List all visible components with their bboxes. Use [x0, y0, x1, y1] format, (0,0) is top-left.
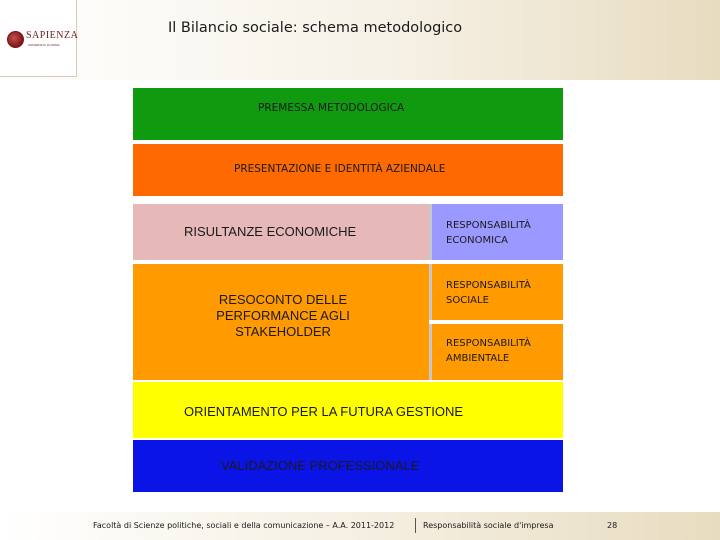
validazione-block: [133, 440, 563, 492]
footer-separator: [415, 518, 416, 533]
presentazione-label: PRESENTAZIONE E IDENTITÀ AZIENDALE: [234, 163, 446, 175]
risultanze-block: [133, 204, 429, 260]
resp-sociale-line1: RESPONSABILITÀ: [446, 280, 531, 291]
resp-economica-block: [429, 204, 563, 260]
resp-economica-line2: ECONOMICA: [446, 235, 508, 246]
presentazione-block: [133, 144, 563, 196]
logo-subtext: UNIVERSITÀ DI ROMA: [28, 43, 60, 47]
risultanze-label: RISULTANZE ECONOMICHE: [184, 224, 357, 239]
resp-ambientale-block: [429, 324, 563, 380]
footer-course: Responsabilità sociale d'impresa: [423, 521, 554, 530]
resoconto-label-line1: RESOCONTO DELLE: [218, 292, 348, 307]
resp-sociale-block: [429, 264, 563, 320]
logo-text: SAPIENZA: [26, 30, 79, 41]
resoconto-label-line3: STAKEHOLDER: [235, 324, 331, 339]
resp-ambientale-line1: RESPONSABILITÀ: [446, 338, 531, 349]
resoconto-block: [133, 264, 429, 380]
orientamento-label: ORIENTAMENTO PER LA FUTURA GESTIONE: [184, 404, 464, 419]
resp-sociale-line2: SOCIALE: [446, 295, 489, 306]
page-title: Il Bilancio sociale: schema metodologico: [168, 20, 463, 36]
university-logo: [0, 0, 77, 77]
resp-ambientale-line2: AMBIENTALE: [446, 353, 510, 364]
resoconto-label-line2: PERFORMANCE AGLI: [216, 308, 350, 323]
orientamento-block: [133, 382, 563, 438]
header-band: [0, 0, 720, 80]
premessa-block: [133, 88, 563, 140]
seal-icon: [7, 31, 24, 48]
footer-faculty: Facoltà di Scienze politiche, sociali e della comunicazione – A.A. 2011-2012: [93, 521, 395, 530]
validazione-label: VALIDAZIONE PROFESSIONALE: [221, 458, 420, 473]
premessa-label: PREMESSA METODOLOGICA: [258, 102, 405, 114]
page-number: 28: [607, 521, 618, 530]
resp-economica-line1: RESPONSABILITÀ: [446, 220, 531, 231]
